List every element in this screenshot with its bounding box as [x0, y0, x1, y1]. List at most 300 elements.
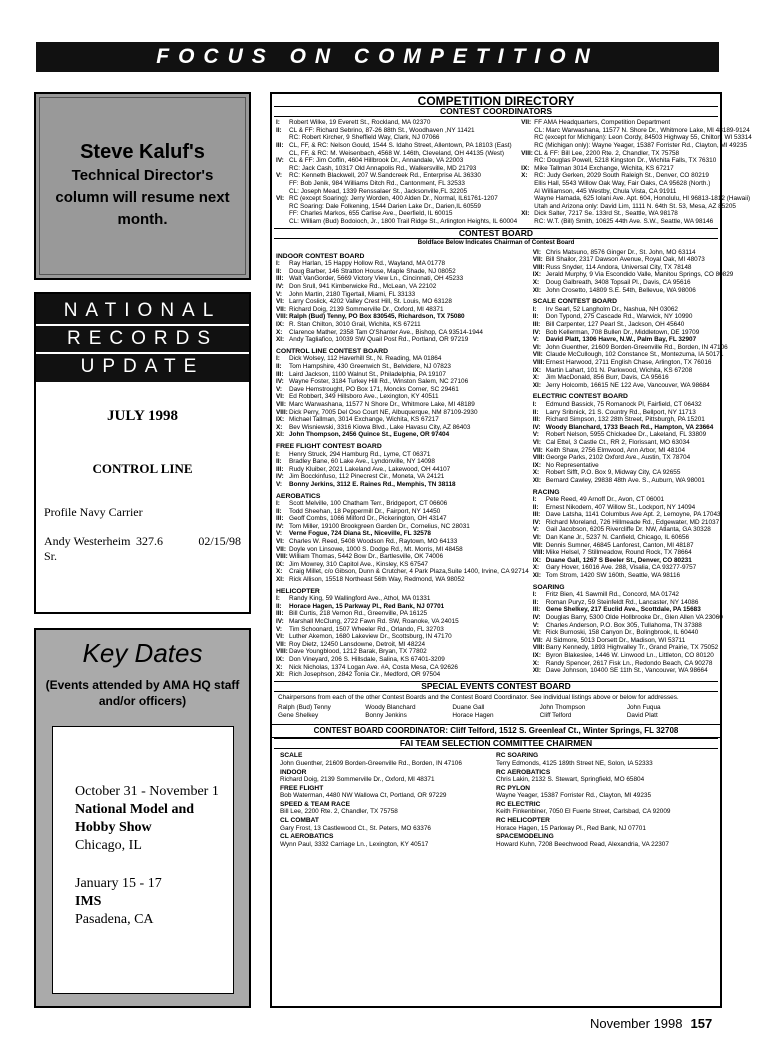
directory-entry: [533, 359, 734, 367]
region-numeral: III:: [532, 321, 541, 329]
region-numeral: VI:: [532, 438, 541, 446]
entry-text: George Parks, 2102 Oxford Ave., Austin, TX 78704: [545, 454, 691, 462]
directory-entry: [533, 374, 734, 382]
board-subtitle: CONTROL LINE CONTEST BOARD: [276, 347, 389, 355]
special-name: Ralph (Bud) Tenny: [278, 703, 331, 711]
region-numeral: XI:: [532, 572, 541, 580]
entry-text: Scott Melville, 100 Chatham Terr., Bridgeport, CT 06606: [289, 500, 448, 508]
record-score: 327.6: [136, 534, 163, 548]
nru-heading-line: NATIONAL: [36, 298, 249, 326]
entry-text: Clarence Mather, 2358 Tam O'Shanter Ave., Bishop, CA 93514-1944: [289, 328, 483, 336]
directory-entry: [533, 401, 734, 409]
region-numeral: IX:: [532, 366, 541, 374]
directory-entry: [276, 127, 517, 135]
region-numeral: II:: [532, 313, 539, 321]
board-coordinator: CONTEST BOARD COORDINATOR: Cliff Telford, 1512 S. Greenleaf Ct., Winter Springs, FL 32708: [272, 724, 720, 738]
page-number: 157: [690, 1016, 713, 1031]
entry-text: Gail Jacobson, 6205 Rivercliffe Dr. NW, Atlanta, GA 30328: [545, 526, 711, 534]
directory-entry: [533, 336, 734, 344]
region-numeral: IV:: [532, 518, 541, 526]
entry-text: Rick Burnoski, 158 Canyon Dr., Bolingbrook, IL 60440: [545, 629, 699, 637]
directory-entry: [521, 157, 752, 165]
directory-entry: [533, 549, 734, 557]
region-numeral: IV:: [276, 283, 284, 291]
entry-text: Robert Sifft, P.O. Box 9, Midway City, CA 92655: [545, 469, 681, 477]
special-name: Bonny Jenkins: [365, 711, 407, 719]
directory-entry: [521, 119, 752, 127]
entry-text: Jerald Murphy, 9 Via Escondido Valle, Manitou Springs, CO 80829: [545, 271, 734, 279]
directory-entry: [276, 268, 529, 276]
entry-text: Don Typond, 275 Cascade Rd., Warwick, NY 10990: [545, 313, 693, 321]
directory-entry: [533, 606, 734, 614]
record-holder: Andy Westerheim: [44, 534, 131, 548]
directory-entry: [276, 481, 529, 489]
region-numeral: X:: [276, 663, 283, 671]
region-numeral: [521, 134, 534, 142]
directory-entry: [533, 431, 734, 439]
nru-month: JULY 1998: [107, 408, 178, 424]
fai-chairman: Terry Edmonds, 4125 189th Street NE, Solon, IA 52333: [496, 759, 653, 767]
entry-text: Don Vineyard, 206 S. Hillsdale, Salina, KS 67401-3209: [289, 655, 445, 663]
entry-text: Nick Nicholas, 1374 Logan Ave. #A, Costa Mesa, CA 92626: [289, 663, 458, 671]
entry-text: Doug Barber, 146 Stratton House, Maple Shade, NJ 08052: [289, 267, 456, 275]
board-subtitle: SCALE CONTEST BOARD: [532, 298, 617, 306]
fai-chairman: Wynn Paul, 3332 Carriage Ln., Lexington, KY 40517: [280, 840, 429, 848]
key-dates-box: [34, 628, 251, 1008]
entry-text: Walt VanGorder, 5669 Victory View Ln., Cincinnati, OH 45233: [289, 275, 464, 283]
directory-entry: [533, 313, 734, 321]
region-numeral: I:: [276, 500, 280, 508]
directory-entry: [276, 633, 529, 641]
directory-entry: [521, 165, 752, 173]
directory-entry: [276, 626, 529, 634]
entry-text: Edmund Bassick, 75 Romanock Pl, Fairfield, CT 06432: [545, 400, 702, 408]
directory-entry: [521, 188, 752, 196]
entry-text: Byron Blakeslee, 1446 W. Linwood Ln., Littleton, CO 80120: [545, 651, 714, 659]
directory-entry: [533, 526, 734, 534]
coordinators-title: CONTEST COORDINATORS: [274, 106, 718, 118]
region-numeral: XI:: [276, 576, 285, 584]
fai-category: RC HELICOPTER: [496, 817, 550, 825]
entry-text: Tom Strom, 1420 SW 160th, Seattle, WA 98116: [545, 572, 681, 580]
region-numeral: IX:: [276, 416, 285, 424]
entry-text: RC (except Soaring): Jerry Worden, 400 Alden Dr., Normal, IL61761-1207: [289, 195, 498, 203]
entry-text: Martin Lahart, 101 N. Parkwood, Wichita, KS 67208: [545, 366, 693, 374]
region-numeral: X:: [532, 659, 540, 667]
directory-entry: [276, 188, 517, 196]
magazine-page: [16, 0, 756, 1054]
coordinators-left-column: [276, 119, 521, 225]
entry-text: Doug Galbreath, 3408 Topsail Pl., Davis, CA 95616: [545, 279, 691, 287]
entry-text: Ernest Nikodem, 407 Willow St., Lockport, NY 14094: [545, 503, 696, 511]
directory-entry: [533, 264, 734, 272]
directory-entry: [521, 172, 752, 180]
entry-text: RC: Kenneth Blackwell, 207 W.Sandcreek Rd., Enterprise AL 36330: [289, 172, 481, 180]
region-numeral: [276, 218, 289, 226]
fai-category: SPACEMODELING: [496, 833, 554, 841]
region-numeral: II:: [276, 363, 282, 370]
region-numeral: VI:: [276, 298, 285, 306]
page-footer: [590, 1016, 712, 1031]
directory-entry: [276, 568, 529, 576]
directory-entry: [276, 664, 529, 672]
entry-text: Horace Hagen, 15 Parkway Pl., Red Bank, NJ 07701: [289, 602, 445, 610]
region-numeral: IX:: [521, 164, 530, 172]
directory-entry: [276, 530, 529, 538]
region-numeral: VI:: [532, 248, 541, 256]
board-left-column: [276, 249, 533, 679]
entry-text: FF: Charles Markos, 655 Carlise Ave., Deerfield, IL 60015: [289, 210, 453, 218]
region-numeral: VIII:: [532, 549, 545, 557]
directory-entry: [276, 142, 517, 150]
entry-text: Richard Moreland, 726 Hillmeade Rd., Edgewater, MD 21037: [545, 518, 720, 526]
entry-text: Randy King, 59 Wallingford Ave., Athol, MA 01331: [289, 595, 431, 603]
entry-text: Cal Ettel, 3 Castle Ct., RR 2, Florissant, MO 63034: [545, 438, 690, 446]
region-numeral: VIII:: [532, 644, 545, 652]
region-numeral: VII:: [532, 256, 543, 264]
region-numeral: V:: [532, 526, 539, 534]
directory-entry: [533, 477, 734, 485]
directory-entry: [276, 561, 529, 569]
entry-text: CL, FF, & RC: Nelson Gould, 1544 S. Idaho Street, Allentown, PA 18103 (East): [289, 141, 512, 149]
directory-entry: [276, 378, 529, 386]
directory-entry: [533, 599, 734, 607]
kaluf-notice-body: Technical Director's column will resume next month.: [55, 167, 230, 228]
region-numeral: I:: [532, 305, 537, 313]
region-numeral: VI:: [532, 343, 541, 351]
entry-text: Fritz Bien, 41 Sawmill Rd., Concord, MA 01742: [545, 591, 679, 599]
special-name: Horace Hagen: [452, 711, 494, 719]
directory-entry: [533, 321, 734, 329]
entry-text: Barry Kennedy, 1893 Highvalley Tr., Grand Prairie, TX 75052: [545, 644, 719, 652]
fai-category: RC SOARING: [496, 752, 539, 760]
region-numeral: IV:: [532, 423, 541, 431]
region-numeral: X:: [276, 328, 283, 336]
nru-header: [36, 294, 249, 382]
competition-directory: [270, 92, 752, 1008]
region-numeral: XI:: [276, 336, 285, 344]
board-subtitle: FREE FLIGHT CONTEST BOARD: [276, 442, 382, 450]
board-subtitle: SOARING: [532, 583, 565, 591]
board-subtitle: AEROBATICS: [276, 492, 321, 500]
directory-entry: [276, 275, 529, 283]
region-numeral: [521, 203, 534, 211]
special-names-column: [365, 704, 452, 719]
entry-text: CL & FF: Jim Coffin, 4604 Hillbrook Dr., Annandale, VA 22003: [289, 157, 464, 165]
region-numeral: [276, 150, 289, 158]
directory-entry: [521, 142, 752, 150]
region-numeral: VIII:: [276, 553, 288, 561]
entry-text: Verne Fogue, 724 Diana St., Niceville, FL 32578: [289, 530, 431, 538]
directory-entry: [276, 321, 529, 329]
entry-text: Dave Johnson, 10400 SE 11th St., Vancouver, WA 98664: [545, 667, 708, 675]
directory-entry: [276, 553, 529, 561]
region-numeral: II:: [532, 598, 539, 606]
entry-text: Dick Perry, 7005 Del Oso Court NE, Albuquerque, NM 87109-2930: [289, 408, 478, 416]
region-numeral: VII:: [276, 545, 286, 553]
fai-category: RC AEROBATICS: [496, 768, 551, 776]
entry-text: RC Soaring: Dale Folkening, 1544 Darien Lake Dr., Darien,IL 60559: [289, 202, 481, 210]
entry-text: RC: Jack Cash, 10317 Old Annapolis Rd., Walkersville, MD 21793: [289, 164, 477, 172]
directory-entry: [276, 203, 517, 211]
region-numeral: IV:: [276, 378, 284, 386]
entry-text: Larry Coslick, 4202 Valley Crest Hill, St. Louis, MO 63128: [289, 298, 452, 306]
directory-entry: [276, 458, 529, 466]
directory-entry: [276, 119, 517, 127]
region-numeral: V:: [276, 625, 283, 633]
directory-entry: [276, 500, 529, 508]
directory-entry: [533, 409, 734, 417]
region-numeral: III:: [276, 515, 284, 523]
region-numeral: I:: [532, 400, 537, 408]
region-numeral: XI:: [532, 476, 541, 484]
entry-text: Richard Doig, 2139 Sommerville Dr., Oxford, MI 48371: [289, 305, 444, 313]
directory-entry: [533, 271, 734, 279]
directory-entry: [276, 157, 517, 165]
fai-left-column: [280, 751, 496, 848]
directory-entry: [521, 218, 752, 226]
entry-text: Jim Mowrey, 310 Capitol Ave., Kinsley, KS 67547: [289, 560, 428, 568]
region-numeral: I:: [276, 355, 280, 363]
region-numeral: IX:: [276, 321, 285, 329]
directory-entry: [521, 195, 752, 203]
directory-entry: [276, 515, 529, 523]
region-numeral: II:: [532, 503, 539, 511]
entry-text: John Guenther, 21609 Borden-Greenville Rd., Borden, IN 47106: [545, 343, 728, 351]
region-numeral: V:: [276, 480, 283, 488]
directory-entry: [533, 351, 734, 359]
region-numeral: VII:: [532, 541, 543, 549]
fai-chairman: Keith Finkenbiner, 7050 El Fuerte Street, Carlsbad, CA 92009: [496, 808, 671, 816]
entry-text: RC: W.T. (Bill) Smith, 10625 44th Ave. S.W., Seattle, WA 98146: [534, 217, 714, 225]
region-numeral: II:: [276, 602, 282, 610]
entry-text: Mike Helsel, 7 Stillmeadow, Round Rock, TX 78664: [545, 549, 692, 557]
region-numeral: V:: [532, 621, 539, 629]
region-numeral: III:: [532, 511, 541, 519]
region-numeral: IV:: [532, 328, 541, 336]
region-numeral: [521, 142, 534, 150]
directory-entry: [276, 538, 529, 546]
region-numeral: IX:: [276, 560, 285, 568]
region-numeral: VII:: [276, 305, 286, 313]
entry-text: RC: Douglas Powell, 5218 Kingston Dr., Wichita Falls, TX 76310: [534, 157, 717, 165]
event-name: IMS: [75, 894, 102, 909]
entry-text: Roman Puryz, 59 Steinfeldt Rd., Lancaster, NY 14086: [545, 598, 699, 606]
region-numeral: IV:: [276, 522, 284, 530]
entry-text: Mike Tallman 3014 Exchange, Wichita, KS 67217: [534, 164, 674, 172]
directory-entry: [533, 424, 734, 432]
region-numeral: [521, 188, 534, 196]
entry-text: Bill Curtis, 218 Vernon Rd., Greenville, PA 16125: [289, 610, 428, 618]
region-numeral: [276, 203, 289, 211]
entry-text: RC: Judy Gerken, 2029 South Raleigh St., Denver, CO 80219: [534, 172, 709, 180]
region-numeral: I:: [276, 260, 280, 268]
nru-category: CONTROL LINE: [92, 461, 193, 476]
region-numeral: VII:: [276, 640, 286, 648]
entry-text: Andy Tagliafico, 10039 SW Quail Post Rd., Portland, OR 97219: [289, 336, 469, 344]
directory-entry: [533, 652, 734, 660]
region-numeral: III:: [276, 141, 284, 149]
entry-text: Russ Snyder, 114 Andora, Universal City, TX 78148: [545, 263, 692, 271]
event-date: October 31 - November 1: [75, 784, 219, 799]
entry-text: Dave Hemstrought, PO Box 171, Moncks Corner, SC 29461: [289, 385, 459, 393]
region-numeral: VI:: [276, 538, 285, 546]
directory-entry: [533, 542, 734, 550]
national-records-update: [34, 292, 251, 614]
region-numeral: [521, 195, 534, 203]
entry-text: Jim Bocckinfuso, 112 Pinecrest Cir., Moneta, VA 24121: [289, 473, 445, 481]
directory-entry: [276, 610, 529, 618]
entry-text: Dick Wolsey, 112 Haverhill St., N. Reading, MA 01864: [289, 355, 442, 363]
region-numeral: VIII:: [521, 149, 533, 157]
region-numeral: I:: [276, 595, 280, 603]
entry-text: Henry Struck, 294 Hamburg Rd., Lyme, CT 06371: [289, 450, 431, 458]
directory-entry: [276, 523, 529, 531]
region-numeral: VI:: [276, 393, 285, 401]
fai-chairman: Wayne Yeager, 15387 Forrister Rd., Clayton, MI 49235: [496, 792, 651, 800]
region-numeral: VI:: [276, 633, 285, 641]
entry-text: Dave Youngblood, 1212 Barak, Bryan, TX 77802: [289, 648, 427, 656]
region-numeral: VII:: [532, 351, 543, 359]
special-name: Cliff Telford: [539, 711, 572, 719]
region-numeral: I:: [532, 591, 537, 599]
fai-category: CL COMBAT: [280, 817, 319, 825]
entry-text: Tim Schoonard, 1507 Wheeler Rd., Orlando, FL 32703: [289, 625, 444, 633]
entry-text: Richard Simpson, 132 28th Street, Pittsburgh, PA 15201: [545, 416, 705, 424]
entry-text: Keith Shaw, 2756 Elmwood, Ann Arbor, MI 48104: [545, 446, 686, 454]
record-holder-suffix: Sr.: [44, 549, 58, 563]
entry-text: CL: Marc Warwashana, 11577 N. Shore Dr., Whitmore Lake, MI 48189-9124: [534, 126, 750, 134]
section-banner: FOCUS ON COMPETITION: [36, 42, 719, 72]
region-numeral: III:: [532, 606, 541, 614]
region-numeral: IX:: [532, 271, 541, 279]
entry-text: CL & FF: Bill Lee, 2200 Rte. 2, Chandler, TX 75758: [534, 149, 680, 157]
entry-text: John Martin, 2180 Tigertail, Miami, FL 33133: [289, 290, 416, 298]
directory-entry: [533, 591, 734, 599]
region-numeral: VI:: [532, 629, 541, 637]
directory-title: COMPETITION DIRECTORY: [417, 94, 575, 108]
region-numeral: III:: [276, 465, 284, 473]
directory-entry: [276, 603, 529, 611]
board-subtitle: INDOOR CONTEST BOARD: [276, 252, 365, 260]
region-numeral: VI:: [276, 195, 285, 203]
entry-text: Luther Akemon, 1680 Lakeview Dr., Scottsburg, IN 47170: [289, 633, 452, 641]
region-numeral: II:: [276, 507, 282, 515]
entry-text: Rich Josephson, 2842 Tonia Cir., Medford, OR 97504: [289, 671, 441, 679]
directory-entry: [276, 210, 517, 218]
region-numeral: IV:: [532, 614, 541, 621]
entry-text: Jerry Holcomb, 16615 NE 122 Ave, Vancouver, WA 98684: [545, 381, 710, 389]
region-numeral: XI:: [532, 667, 541, 675]
region-numeral: II:: [276, 126, 282, 134]
entry-text: Tom Miller, 19100 Brookgreen Garden Dr., Cornelius, NC 28031: [289, 522, 470, 530]
nru-heading-line: RECORDS: [36, 326, 249, 354]
region-numeral: III:: [532, 416, 541, 424]
directory-entry: [276, 329, 529, 337]
record-date: 02/15/98: [198, 534, 241, 548]
directory-entry: [533, 447, 734, 455]
entry-text: Don Srull, 941 Kimberwicke Rd., McLean, VA 22102: [289, 283, 437, 291]
entry-text: Marc Warwashana, 11577 N Shore Dr., Whitmore Lake, MI 48189: [289, 400, 475, 408]
region-numeral: [521, 218, 534, 226]
region-numeral: IX:: [532, 461, 541, 469]
directory-entry: [276, 260, 529, 268]
special-names-column: [627, 704, 714, 719]
region-numeral: VIII:: [532, 454, 545, 462]
region-numeral: III:: [276, 370, 284, 378]
entry-text: RC: Robert Kircher, 9 Sheffield Way, Clark, NJ 07066: [289, 134, 440, 142]
entry-text: Bob Kellerman, 708 Bullen Dr., Middletown, DE 19709: [545, 328, 700, 336]
entry-text: Bernard Cawley, 29838 48th Ave. S., Auburn, WA 98001: [545, 476, 705, 484]
entry-text: Tom Hampshire, 430 Greenwich St., Belvidere, NJ 07823: [289, 363, 451, 370]
board-subtitle: HELICOPTER: [276, 587, 320, 595]
region-numeral: [276, 188, 289, 196]
nru-heading-line: UPDATE: [80, 356, 205, 377]
entry-text: Wayne Foster, 3184 Turkey Hill Rd., Winston Salem, NC 27106: [289, 378, 469, 386]
region-numeral: VIII:: [532, 359, 545, 366]
region-numeral: XI:: [276, 431, 285, 439]
directory-entry: [533, 564, 734, 572]
fai-chairman: Chris Lakin, 2132 S. Stewart, Springfield, MO 65804: [496, 776, 645, 784]
region-numeral: I:: [276, 450, 280, 458]
region-numeral: [276, 180, 289, 188]
region-numeral: X:: [532, 469, 540, 477]
entry-text: Gene Shelkey, 217 Euclid Ave., Scottdale, PA 15683: [545, 606, 701, 614]
fai-chairman: John Guenther, 21609 Borden-Greenville Rd., Borden, IN 47106: [280, 759, 462, 767]
special-names-column: [540, 704, 627, 719]
entry-text: Jim MacDonald, 856 Burr, Davis, CA 95616: [545, 374, 669, 382]
directory-entry: [276, 473, 529, 481]
directory-entry: [533, 279, 734, 287]
fai-category: SCALE: [280, 752, 303, 760]
directory-entry: [276, 195, 517, 203]
directory-entry: [276, 508, 529, 516]
directory-entry: [276, 671, 529, 679]
kaluf-notice: [34, 92, 251, 280]
directory-entry: [533, 519, 734, 527]
region-numeral: V:: [276, 172, 283, 180]
entry-text: No Representative: [545, 461, 599, 469]
directory-entry: [276, 336, 529, 344]
directory-entry: [521, 210, 752, 218]
directory-entry: [276, 386, 529, 394]
directory-entry: [276, 291, 529, 299]
directory-entry: [533, 504, 734, 512]
directory-entry: [533, 287, 734, 295]
directory-entry: [533, 629, 734, 637]
directory-entry: [521, 203, 752, 211]
region-numeral: V:: [276, 385, 283, 393]
board-subtitle: RACING: [532, 488, 560, 496]
entry-text: Dan Kane Jr., 5237 N. Canfield, Chicago, IL 60656: [545, 534, 690, 542]
entry-text: Charles Anderson, P.O. Box 305, Tullahoma, TN 37388: [545, 621, 702, 629]
directory-entry: [521, 180, 752, 188]
entry-text: Dave Latsha, 1141 Columbus Ave Apt. 2, Lemoyne, PA 17043: [545, 511, 721, 519]
region-numeral: X:: [532, 374, 540, 382]
region-numeral: [521, 180, 534, 188]
directory-entry: [533, 454, 734, 462]
region-numeral: [521, 157, 534, 165]
special-names-column: [452, 704, 539, 719]
region-numeral: XI:: [532, 286, 541, 294]
directory-entry: [276, 298, 529, 306]
entry-text: CL: William (Bud) Bodoioch, Jr., 1800 Trail Ridge St., Arlington Heights, IL 60004: [289, 217, 518, 225]
entry-text: John Crosetto, 14809 S.E. 54th, Bellevue, WA 98006: [545, 286, 696, 294]
entry-text: Al Williamson, 445 Westby, Chula Vista, CA 91911: [534, 187, 677, 195]
event-place: Pasadena, CA: [75, 912, 154, 927]
special-events-note: Chairpersons from each of the other Contest Boards and the Contest Board Coordinator. See individual listings above or below for addresses.: [278, 694, 679, 702]
region-numeral: [276, 210, 289, 218]
